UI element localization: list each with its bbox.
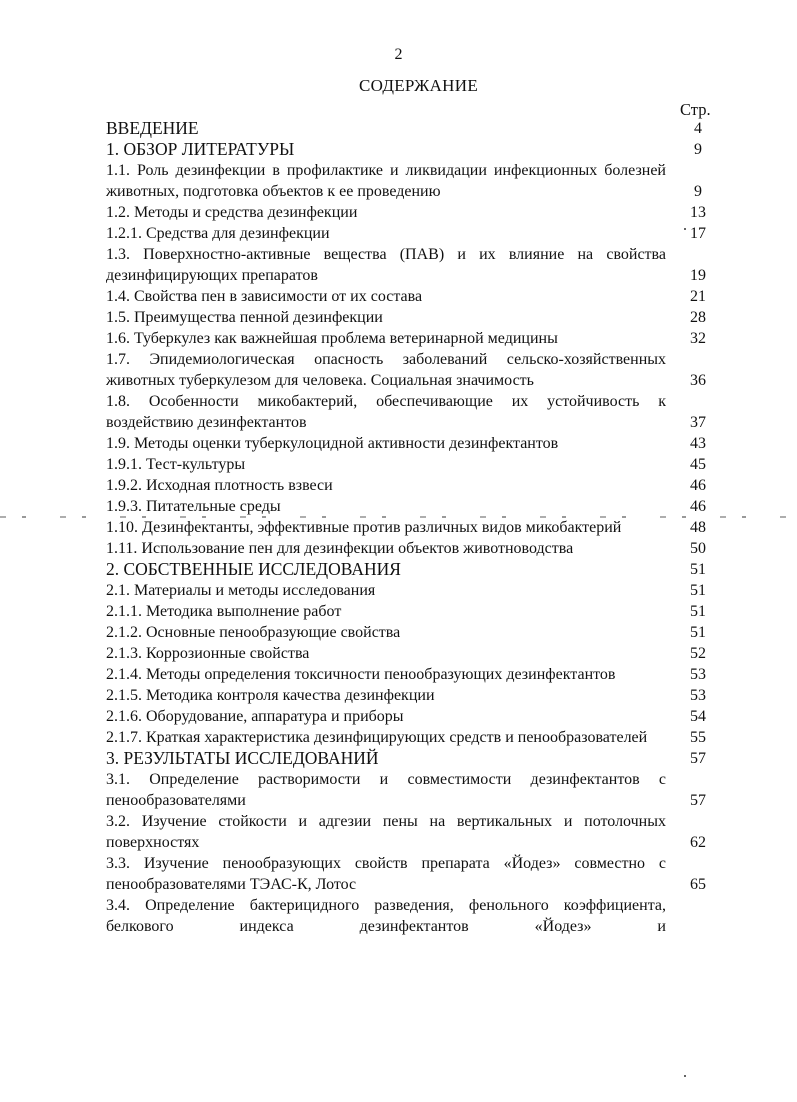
toc-entry-page: 54 [690, 708, 706, 725]
toc-entry [106, 454, 718, 475]
toc-entry-title: 1.6. Туберкулез как важнейшая проблема ветеринарной медицины [106, 330, 558, 347]
page-title: СОДЕРЖАНИЕ [358, 76, 479, 95]
toc-entry-title: 1.8. Особенности микобактерий, обеспечивающие их устойчивость к воздействию дезинфектантов [106, 393, 666, 431]
toc-entry [106, 664, 718, 685]
toc-entry-page: 55 [690, 729, 706, 746]
toc-entry-title: 1.4. Свойства пен в зависимости от их состава [106, 288, 423, 305]
toc-entry-page: 51 [690, 582, 706, 599]
toc-entry [106, 433, 718, 454]
toc-entry-page: 9 [694, 141, 702, 158]
toc-entry-title: 1.2.1. Средства для дезинфекции [106, 225, 330, 242]
page-column-label: Стр. [680, 100, 711, 119]
toc-entry-title: 1.9.3. Питательные среды [106, 498, 281, 515]
toc-entry-page: 51 [690, 624, 706, 641]
toc-entry-page: 51 [690, 561, 706, 578]
toc-entry [106, 559, 718, 580]
toc-entry-page: 57 [690, 792, 706, 809]
toc-entry [106, 307, 718, 328]
toc-entry [106, 685, 718, 706]
toc-entry-page: 17 [690, 225, 706, 242]
toc-entry [106, 895, 718, 937]
toc-entry-page: 9 [694, 183, 702, 200]
toc-entry [106, 643, 718, 664]
toc-entry [106, 517, 718, 538]
page-number: 2 [394, 46, 403, 63]
toc-entry-page: 48 [690, 519, 706, 536]
toc-entry-page: 4 [694, 120, 702, 137]
toc-entry-title: 1.9.2. Исходная плотность взвеси [106, 477, 333, 494]
toc-entry-title: 1.11. Использование пен для дезинфекции объектов животноводства [106, 540, 574, 557]
toc-entry [106, 601, 718, 622]
toc-entry [106, 160, 718, 202]
toc-entry-title: 1.9. Методы оценки туберкулоцидной активности дезинфектантов [106, 435, 559, 452]
toc-entry-title: 1.2. Методы и средства дезинфекции [106, 204, 358, 221]
toc-entry [106, 706, 718, 727]
toc-entry-page: 46 [690, 477, 706, 494]
toc-entry [106, 223, 718, 244]
toc-entry-page: 13 [690, 204, 706, 221]
toc-entry-page: 21 [690, 288, 706, 305]
toc-entry-title: 2.1.2. Основные пенообразующие свойства [106, 624, 401, 641]
toc-entry-page: 36 [690, 372, 706, 389]
toc-entry [106, 622, 718, 643]
toc-entry-page: 46 [690, 498, 706, 515]
toc-entry [106, 349, 718, 391]
toc-entry-page: 62 [690, 834, 706, 851]
toc-entry-page: 37 [690, 414, 706, 431]
toc-entry [106, 853, 718, 895]
toc-entry-title: 3. РЕЗУЛЬТАТЫ ИССЛЕДОВАНИЙ [106, 748, 379, 768]
toc-entry-title: 2.1.4. Методы определения токсичности пенообразующих дезинфектантов [106, 666, 616, 683]
toc-entry-title: 1.5. Преимущества пенной дезинфекции [106, 309, 383, 326]
toc-entry [106, 139, 718, 160]
scan-speck [684, 228, 686, 230]
toc-entry [106, 538, 718, 559]
toc-entry-page: 32 [690, 330, 706, 347]
toc-entry-title: 2.1.7. Краткая характеристика дезинфицирующих средств и пенообразователей [106, 729, 648, 746]
toc-entry-title: 2.1.3. Коррозионные свойства [106, 645, 310, 662]
toc-entry-page: 65 [690, 876, 706, 893]
toc-entry-title: 1.9.1. Тест-культуры [106, 456, 246, 473]
toc-entry [106, 244, 718, 286]
toc-entry-title: 1.1. Роль дезинфекции в профилактике и ликвидации инфекционных болезней животных, подготовка объектов к ее проведению [106, 162, 666, 200]
toc-entry-page: 51 [690, 603, 706, 620]
toc-entry-page: 52 [690, 645, 706, 662]
toc-entry-title: 3.4. Определение бактерицидного разведения, фенольного коэффициента, белкового индекса дезинфектантов «Йодез» и [106, 897, 666, 935]
toc-entry-title: 3.2. Изучение стойкости и адгезии пены на вертикальных и потолочных поверхностях [106, 813, 666, 851]
toc-entry [106, 769, 718, 811]
scan-speck [684, 1075, 686, 1077]
toc-entry-title: ВВЕДЕНИЕ [106, 118, 199, 138]
toc-entry-page: 53 [690, 687, 706, 704]
toc-entry-title: 1.3. Поверхностно-активные вещества (ПАВ) и их влияние на свойства дезинфицирующих препаратов [106, 246, 666, 284]
toc-entry [106, 286, 718, 307]
toc-entry-page: 50 [690, 540, 706, 557]
toc-entry [106, 748, 718, 769]
toc-entry [106, 475, 718, 496]
toc-entry-page: 28 [690, 309, 706, 326]
toc-entry-title: 1.10. Дезинфектанты, эффективные против различных видов микобактерий [106, 519, 622, 536]
toc-entry [106, 496, 718, 517]
toc-entry-title: 1.7. Эпидемиологическая опасность заболеваний сельско-хозяйственных животных туберкулезом для человека. Социальная значимость [106, 351, 666, 389]
toc-entry-title: 2.1.5. Методика контроля качества дезинфекции [106, 687, 435, 704]
toc-entry-page: 53 [690, 666, 706, 683]
toc-entry-page: 45 [690, 456, 706, 473]
toc-entry-page: 43 [690, 435, 706, 452]
toc-entry [106, 727, 718, 748]
toc-entry [106, 328, 718, 349]
scan-artifact-line [0, 516, 797, 518]
toc-entry-page: 19 [690, 267, 706, 284]
toc-entry-title: 3.1. Определение растворимости и совместимости дезинфектантов с пенообразователями [106, 771, 666, 809]
toc-entry [106, 580, 718, 601]
toc-entry [106, 118, 718, 139]
toc-entry-title: 2.1. Материалы и методы исследования [106, 582, 376, 599]
toc-entry-title: 2.1.1. Методика выполнение работ [106, 603, 342, 620]
toc-entry-page: 57 [690, 750, 706, 767]
toc-entry [106, 202, 718, 223]
toc-entry-title: 2.1.6. Оборудование, аппаратура и приборы [106, 708, 404, 725]
toc-entry-title: 1. ОБЗОР ЛИТЕРАТУРЫ [106, 139, 295, 159]
toc-entry [106, 811, 718, 853]
table-of-contents [106, 118, 718, 937]
toc-entry [106, 391, 718, 433]
toc-entry-title: 2. СОБСТВЕННЫЕ ИССЛЕДОВАНИЯ [106, 559, 401, 579]
toc-entry-title: 3.3. Изучение пенообразующих свойств препарата «Йодез» совместно с пенообразователями ТЭАС-К, Лотос [106, 855, 666, 893]
